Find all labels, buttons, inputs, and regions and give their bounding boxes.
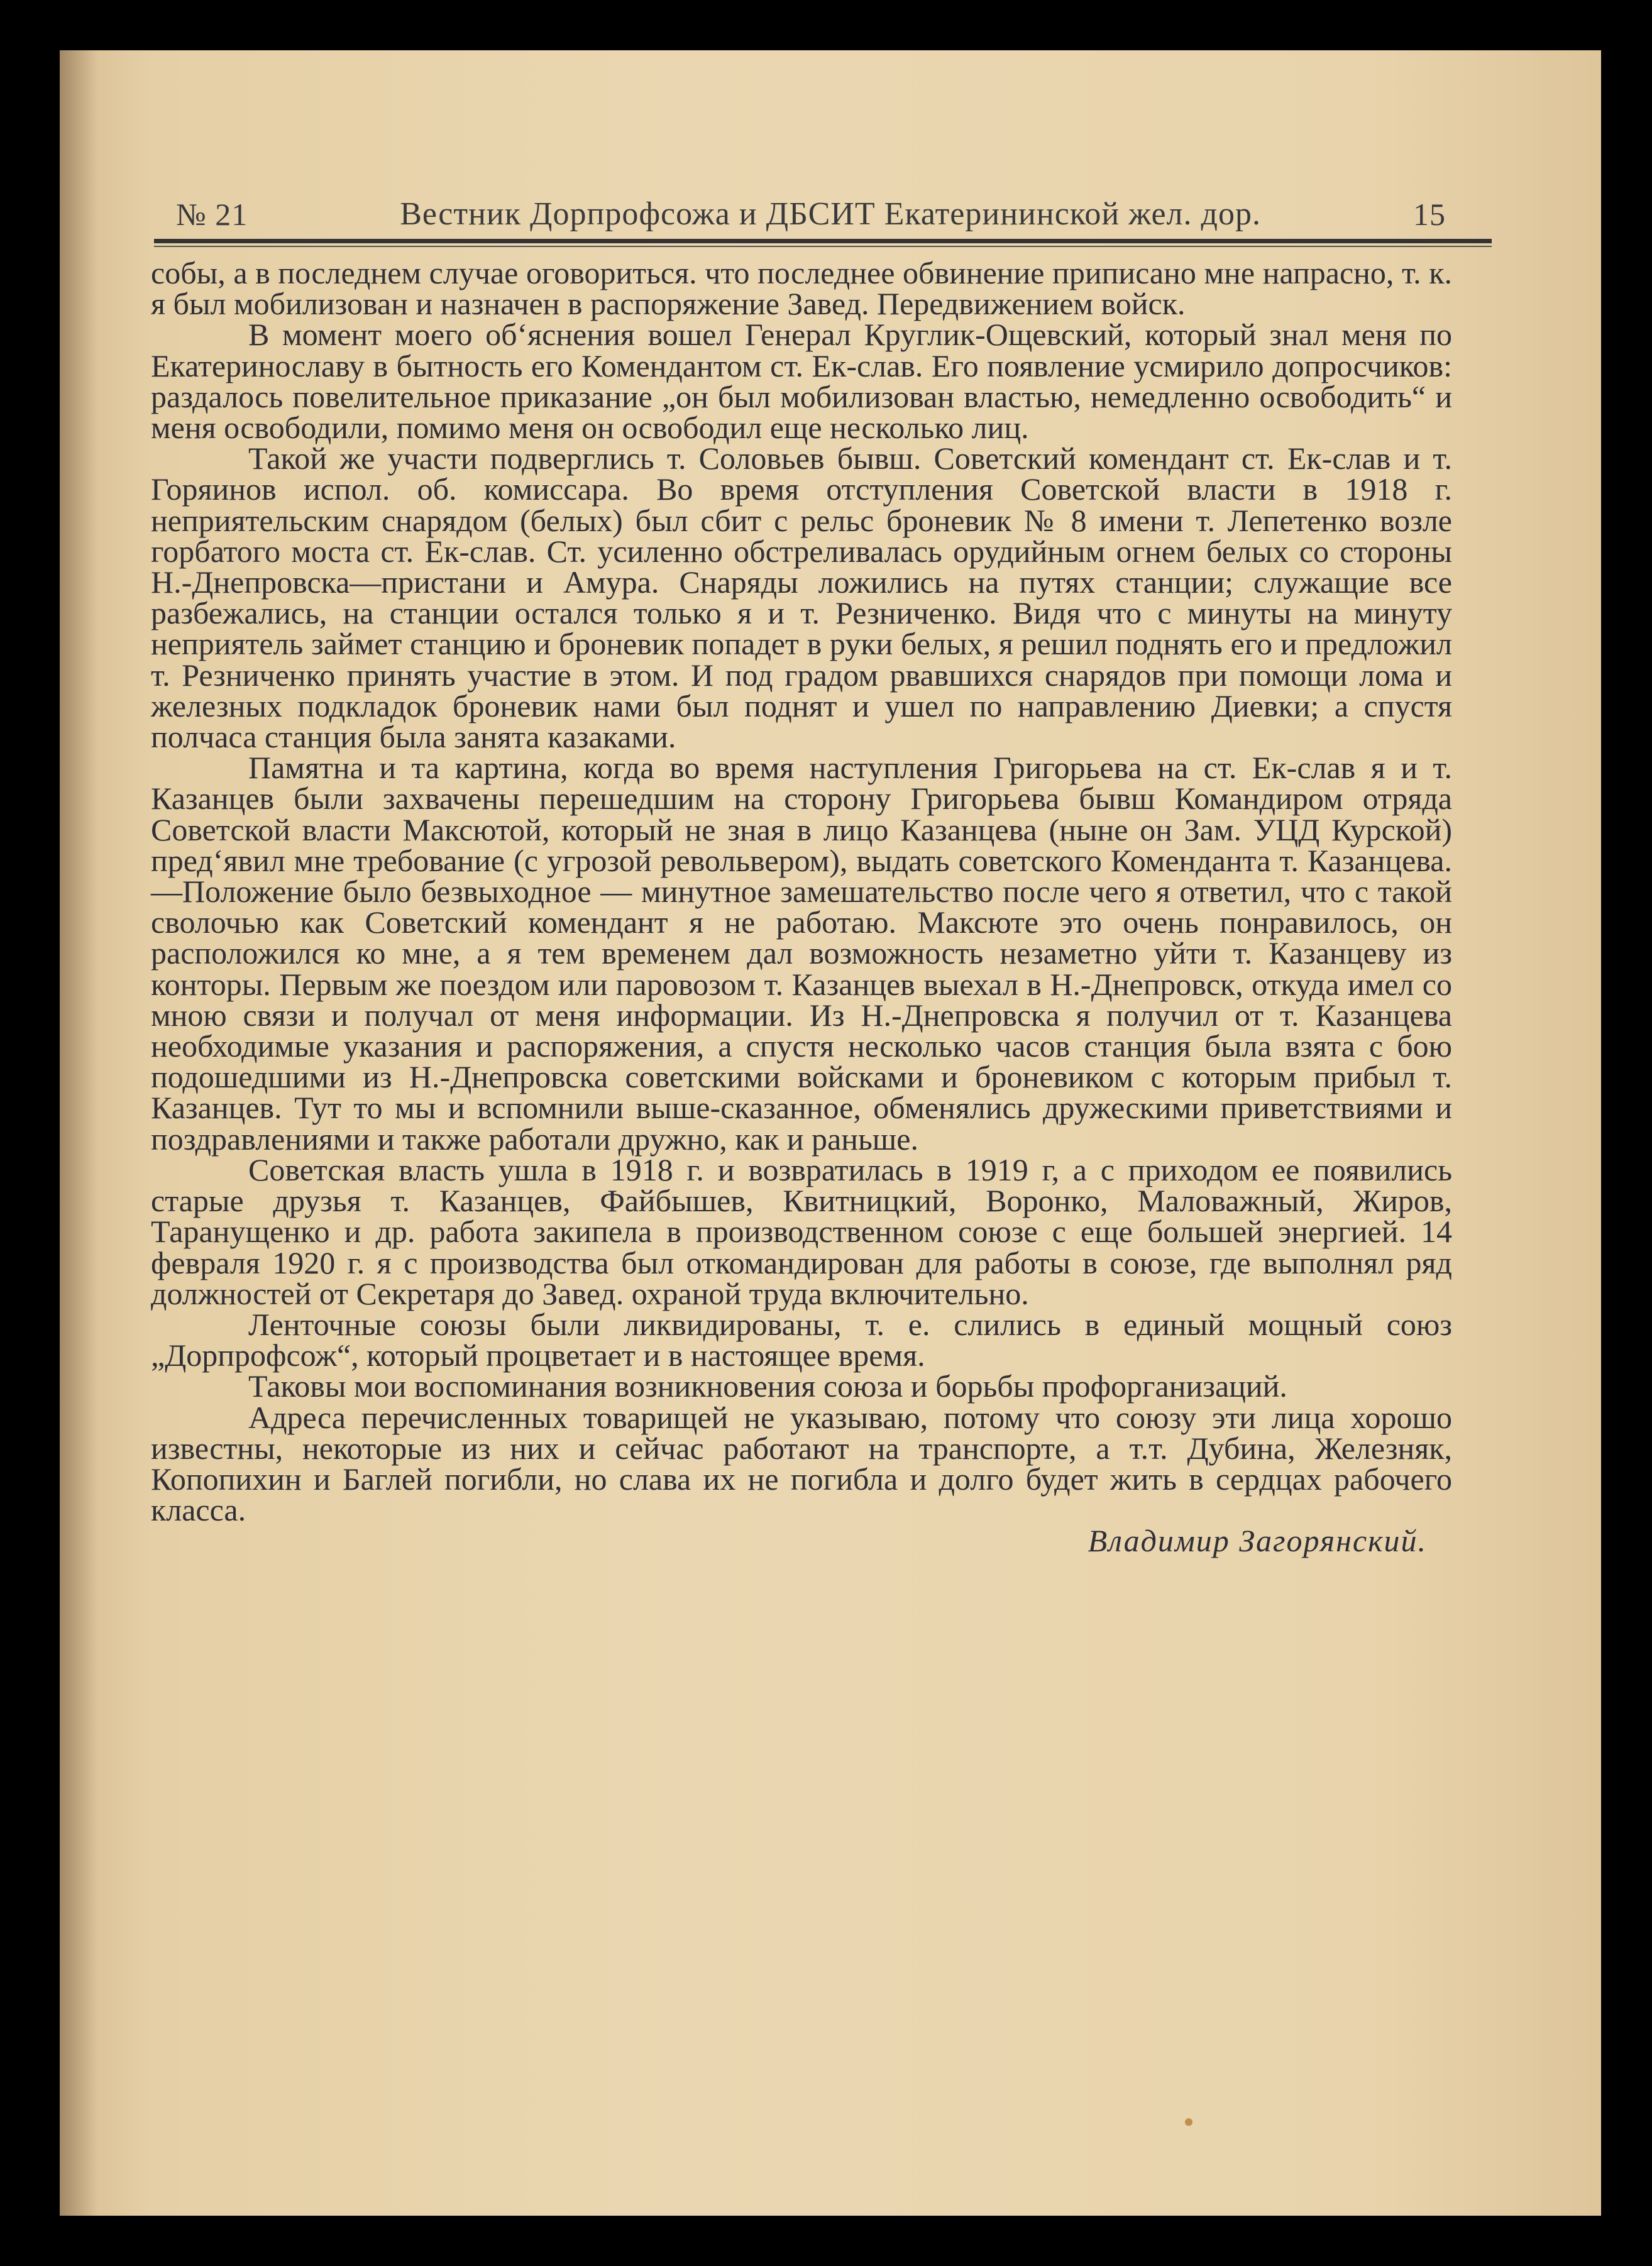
header-rule (154, 239, 1492, 243)
header-rule-thin (154, 246, 1492, 247)
page-number: 15 (1412, 197, 1446, 232)
running-header (176, 185, 1446, 233)
paragraph: Ленточные союзы были ликвидированы, т. е. слились в единый мощный союз „Дорпрофсож“, который процветает и в настоящее время. (151, 1306, 1452, 1373)
document-page (60, 50, 1601, 2216)
paragraph: Такой же участи подверглись т. Соловьев бывш. Советский комендант ст. Ек-слав и т. Горяинов испол. об. комиссара. Во время отступления Советской власти в 1918 г. неприятельским снарядом (белых) был сбит с рельс броневик № 8 имени т. Лепетенко возле горбатого моста ст. Ек-слав. Ст. усиленно обстреливалась орудийным огнем белых со стороны Н.-Днепровска—пристани и Амура. Снаряды ложились на путях станции; служащие все разбежались, на станции остался только я и т. Резниченко. Видя что с минуты на минуту неприятель займет станцию и броневик попадет в руки белых, я решил поднять его и предложил т. Резниченко принять участие в этом. И под градом рвавшихся снарядов при помощи лома и железных подкладок броневик нами был поднят и ушел по направлению Диевки; а спустя полчаса станция была занята казаками. (151, 441, 1452, 755)
article-body (151, 255, 1452, 1559)
paragraph: Таковы мои воспоминания возникновения союза и борьбы профорганизаций. (248, 1368, 1287, 1404)
paragraph: собы, а в последнем случае оговориться. что последнее обвинение приписано мне напрасно, т. к. я был мобилизован и назначен в распоряжение Завед. Передвижением войск. (151, 255, 1452, 322)
page-gutter-shadow (60, 50, 97, 2216)
paragraph: Советская власть ушла в 1918 г. и возвратилась в 1919 г, а с приходом ее появились старые друзья т. Казанцев, Файбышев, Квитницкий, Воронко, Маловажный, Жиров, Таранущенко и др. работа закипела в производственном союзе с еще большей энергией. 14 февраля 1920 г. я с производства был откомандирован для работы в союзе, где выполнял ряд должностей от Секретаря до Завед. охраной труда включительно. (151, 1152, 1452, 1311)
issue-number: № 21 (176, 197, 248, 232)
paragraph: В момент моего об‘яснения вошел Генерал Круглик-Ощевский, который знал меня по Екатеринославу в бытность его Комендантом ст. Ек-слав. Его появление усмирило допросчиков: раздалось повелительное приказание „он был мобилизован властью, немедленно освободить“ и меня освободили, помимо меня он освободил еще несколько лиц. (151, 317, 1452, 446)
paragraph: Памятна и та картина, когда во время наступления Григорьева на ст. Ек-слав я и т. Казанцев были захвачены перешедшим на сторону Григорьева бывш Командиром отряда Советской власти Максютой, который не зная в лицо Казанцева (ныне он Зам. УЦД Курской) пред‘явил мне требование (с угрозой револьвером), выдать советского Коменданта т. Казанцева.—Положение было безвыходное — минутное замешательство после чего я ответил, что с такой сволочью как Советский комендант я не работаю. Максюте это очень понравилось, он расположился ко мне, а я тем временем дал возможность незаметно уйти т. Казанцеву из конторы. Первым же поездом или паровозом т. Казанцев выехал в Н.-Днепровск, откуда имел со мною связи и получал от меня информации. Из Н.-Днепровска я получил от т. Казанцева необходимые указания и распоряжения, а спустя несколько часов станция была взята с бою подошедшими из Н.-Днепровска советскими войсками и броневиком с которым прибыл т. Казанцев. Тут то мы и вспомнили выше-сказанное, обменялись дружескими приветствиями и поздравлениями и также работали дружно, как и раньше. (151, 750, 1452, 1157)
paragraph: Адреса перечисленных товарищей не указываю, потому что союзу эти лица хорошо известны, некоторые из них и сейчас работают на транспорте, а т.т. Дубина, Железняк, Копопихин и Баглей погибли, но слава их не погибла и долго будет жить в сердцах рабочего класса. (151, 1399, 1452, 1528)
paper-stain (1185, 2118, 1192, 2126)
author-signature: Владимир Загорянский. (1088, 1523, 1427, 1559)
journal-title: Вестник Дорпрофсожа и ДБСИТ Екатерининской жел. дор. (400, 196, 1261, 232)
